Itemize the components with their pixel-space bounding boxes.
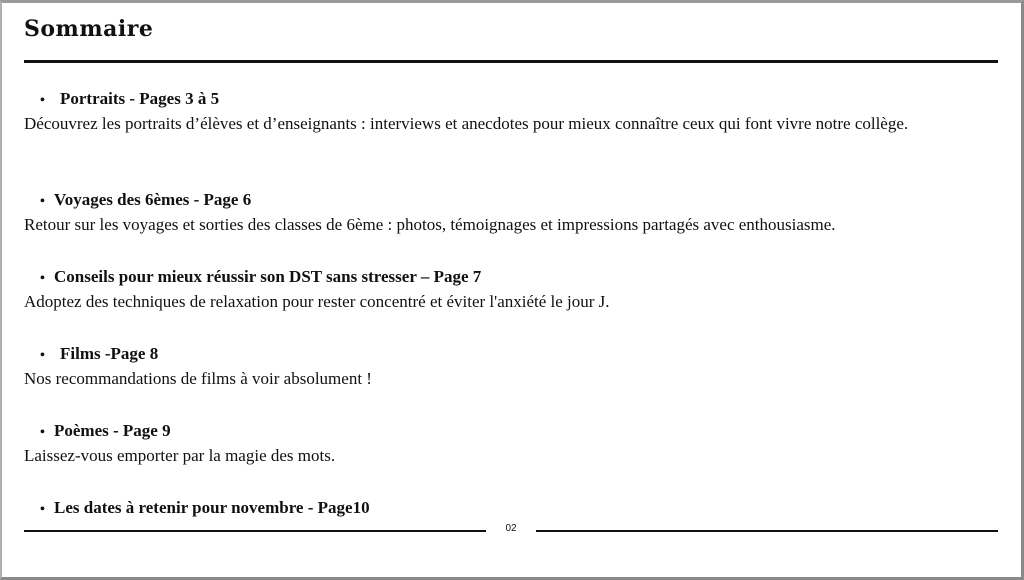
page-number: 02 xyxy=(505,523,517,534)
footer-rule-right xyxy=(536,530,998,532)
section-description-portraits: Découvrez les portraits d’élèves et d’enseignants : interviews et anecdotes pour mieux connaître ceux qui font vivre notre collège. xyxy=(24,114,909,133)
bullet-icon: • xyxy=(40,194,45,209)
section-description-conseils: Adoptez des techniques de relaxation pour rester concentré et éviter l'anxiété le jour J. xyxy=(24,292,610,311)
footer-rule-left xyxy=(24,530,486,532)
section-title-text: Films -Page 8 xyxy=(60,344,159,363)
bullet-icon: • xyxy=(40,348,45,363)
title-divider xyxy=(24,60,998,63)
section-title-text: Conseils pour mieux réussir son DST sans stresser – Page 7 xyxy=(54,267,482,286)
section-description-voyages: Retour sur les voyages et sorties des classes de 6ème : photos, témoignages et impressions partagés avec enthousiasme. xyxy=(24,215,836,234)
section-title-voyages xyxy=(40,190,251,210)
bullet-icon: • xyxy=(40,502,45,517)
section-title-text: Les dates à retenir pour novembre - Page10 xyxy=(54,498,370,517)
section-title-dates xyxy=(40,498,370,518)
bullet-icon: • xyxy=(40,425,45,440)
bullet-icon: • xyxy=(40,271,45,286)
section-title-text: Portraits - Pages 3 à 5 xyxy=(60,89,220,108)
section-title-portraits xyxy=(40,89,219,109)
section-title-poemes xyxy=(40,421,171,441)
page-title: Sommaire xyxy=(24,16,154,42)
section-description-films: Nos recommandations de films à voir absolument ! xyxy=(24,369,372,388)
section-title-text: Poèmes - Page 9 xyxy=(54,421,171,440)
section-title-films xyxy=(40,344,158,364)
section-title-text: Voyages des 6èmes - Page 6 xyxy=(54,190,252,209)
bullet-icon: • xyxy=(40,93,45,108)
section-title-conseils xyxy=(40,267,481,287)
section-description-poemes: Laissez-vous emporter par la magie des mots. xyxy=(24,446,336,465)
